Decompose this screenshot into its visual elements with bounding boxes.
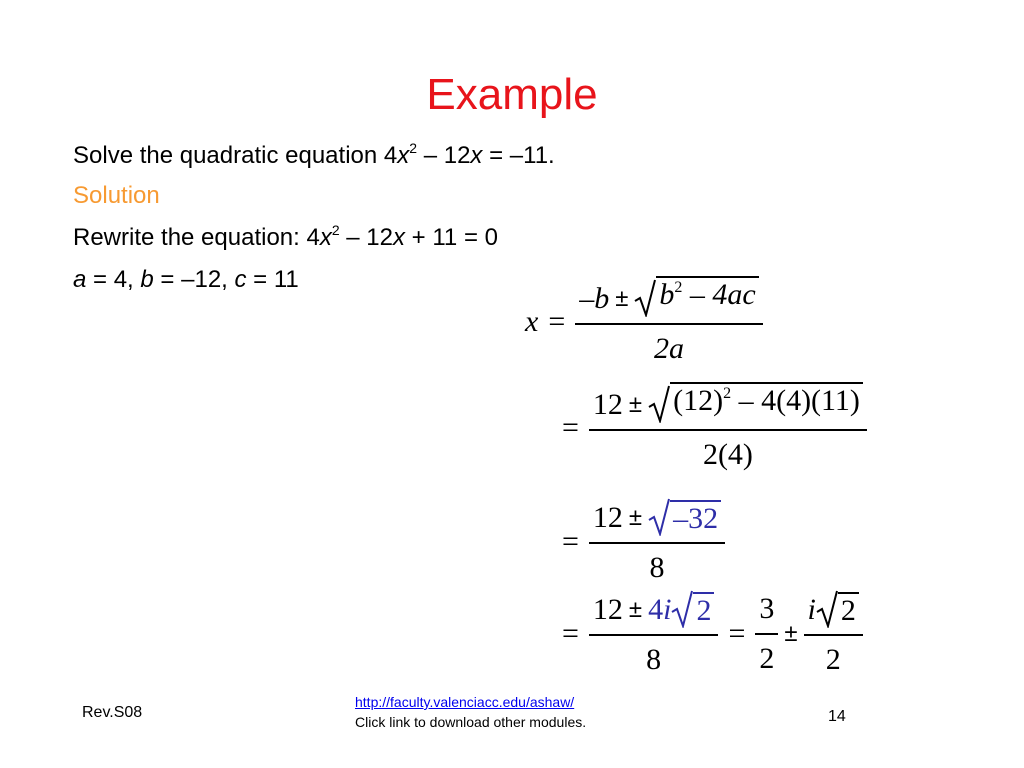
numerator — [575, 276, 763, 317]
coefficients-line — [73, 266, 299, 294]
coef-c-var: c — [234, 266, 247, 293]
fraction — [575, 276, 763, 367]
equals-sign: = — [562, 525, 579, 558]
radicand-rest: – 4ac — [682, 278, 756, 311]
imaginary-coefficient: 4 — [648, 593, 664, 626]
numerator — [589, 382, 867, 423]
plus-minus: ± — [628, 596, 643, 623]
problem-text: – 12 — [417, 142, 471, 169]
lhs-variable: x — [525, 304, 539, 338]
fraction-bar — [804, 634, 863, 636]
numerator: 3 — [759, 592, 775, 625]
radical-sign-icon — [671, 590, 693, 628]
radical-sign-icon — [648, 385, 670, 423]
fraction-bar — [575, 323, 763, 325]
imaginary-unit: i — [807, 593, 816, 626]
radical — [816, 590, 859, 628]
numerator-constant: 12 — [592, 388, 623, 421]
fraction-bar — [589, 429, 867, 431]
radical — [671, 590, 714, 628]
denominator: 8 — [649, 551, 665, 584]
numerator-constant: 12 — [592, 501, 623, 534]
radicand-b: b — [659, 278, 675, 311]
coef-b-value: = –12, — [153, 266, 235, 293]
plus-minus: ± — [615, 285, 629, 312]
problem-var: x — [470, 142, 483, 169]
problem-exponent: 2 — [409, 140, 418, 156]
numerator — [804, 590, 863, 628]
page-number: 14 — [828, 708, 846, 725]
equation-step-2 — [552, 382, 867, 473]
equals-sign: = — [562, 617, 579, 650]
fraction — [589, 498, 725, 586]
fraction-bar — [755, 633, 778, 635]
equation-step-4 — [552, 590, 863, 678]
problem-text: = –11. — [482, 142, 555, 169]
coef-b-var: b — [140, 266, 154, 293]
numerator — [589, 590, 719, 628]
footer-links — [355, 692, 586, 732]
fraction-bar — [589, 542, 725, 544]
numerator — [589, 498, 725, 536]
equals-sign: = — [548, 304, 566, 338]
radicand-exponent: 2 — [723, 385, 732, 402]
imaginary-unit: i — [663, 593, 672, 626]
equation-step-3 — [552, 498, 725, 586]
radical-sign-icon — [648, 498, 670, 536]
radical-sign-icon — [634, 279, 656, 317]
radicand-rest: – 4(4)(11) — [731, 384, 860, 417]
rewrite-exponent: 2 — [331, 222, 340, 238]
rewrite-line — [73, 224, 498, 254]
plus-minus: ± — [628, 391, 643, 418]
radical — [648, 382, 863, 423]
radicand: 2 — [693, 592, 714, 628]
denominator: 2(4) — [702, 438, 753, 471]
radicand — [656, 276, 758, 317]
rewrite-text: – 12 — [339, 224, 394, 251]
radical — [648, 498, 721, 536]
equation-step-1 — [525, 276, 763, 367]
numerator-constant: 12 — [592, 593, 623, 626]
problem-text: Solve the quadratic equation 4 — [73, 142, 398, 169]
rewrite-var: x — [393, 224, 406, 251]
coef-a-var: a — [73, 266, 87, 293]
fraction-bar — [589, 634, 719, 636]
coef-c-value: = 11 — [246, 266, 299, 293]
denominator: 2 — [759, 642, 775, 675]
radicand — [670, 382, 863, 423]
radicand-base: (12) — [673, 384, 724, 417]
denominator: 2a — [654, 332, 684, 365]
denominator: 8 — [646, 643, 662, 676]
neg-b: –b — [579, 282, 610, 315]
fraction-imaginary-part — [804, 590, 863, 678]
radical-sign-icon — [816, 590, 838, 628]
slide-title: Example — [426, 70, 598, 119]
fraction — [589, 382, 867, 473]
plus-minus: ± — [784, 620, 798, 647]
modules-link[interactable]: http://faculty.valenciacc.edu/ashaw/ — [355, 694, 575, 710]
equals-sign: = — [562, 410, 579, 444]
rewrite-var: x — [319, 224, 332, 251]
fraction-real-part — [755, 591, 778, 677]
radical — [634, 276, 758, 317]
rewrite-text: Rewrite the equation: 4 — [73, 224, 320, 251]
problem-var: x — [397, 142, 410, 169]
coef-a-value: = 4, — [86, 266, 141, 293]
equals-sign: = — [728, 617, 746, 650]
solution-label: Solution — [73, 182, 160, 209]
radicand-exponent: 2 — [674, 279, 683, 296]
denominator: 2 — [825, 643, 841, 676]
fraction — [589, 590, 719, 678]
radicand: 2 — [838, 592, 859, 628]
revision-label: Rev.S08 — [82, 704, 143, 721]
problem-statement — [73, 142, 555, 172]
plus-minus: ± — [628, 504, 643, 531]
download-note: Click link to download other modules. — [355, 714, 587, 730]
rewrite-text: + 11 = 0 — [405, 224, 498, 251]
radicand: –32 — [670, 500, 721, 536]
